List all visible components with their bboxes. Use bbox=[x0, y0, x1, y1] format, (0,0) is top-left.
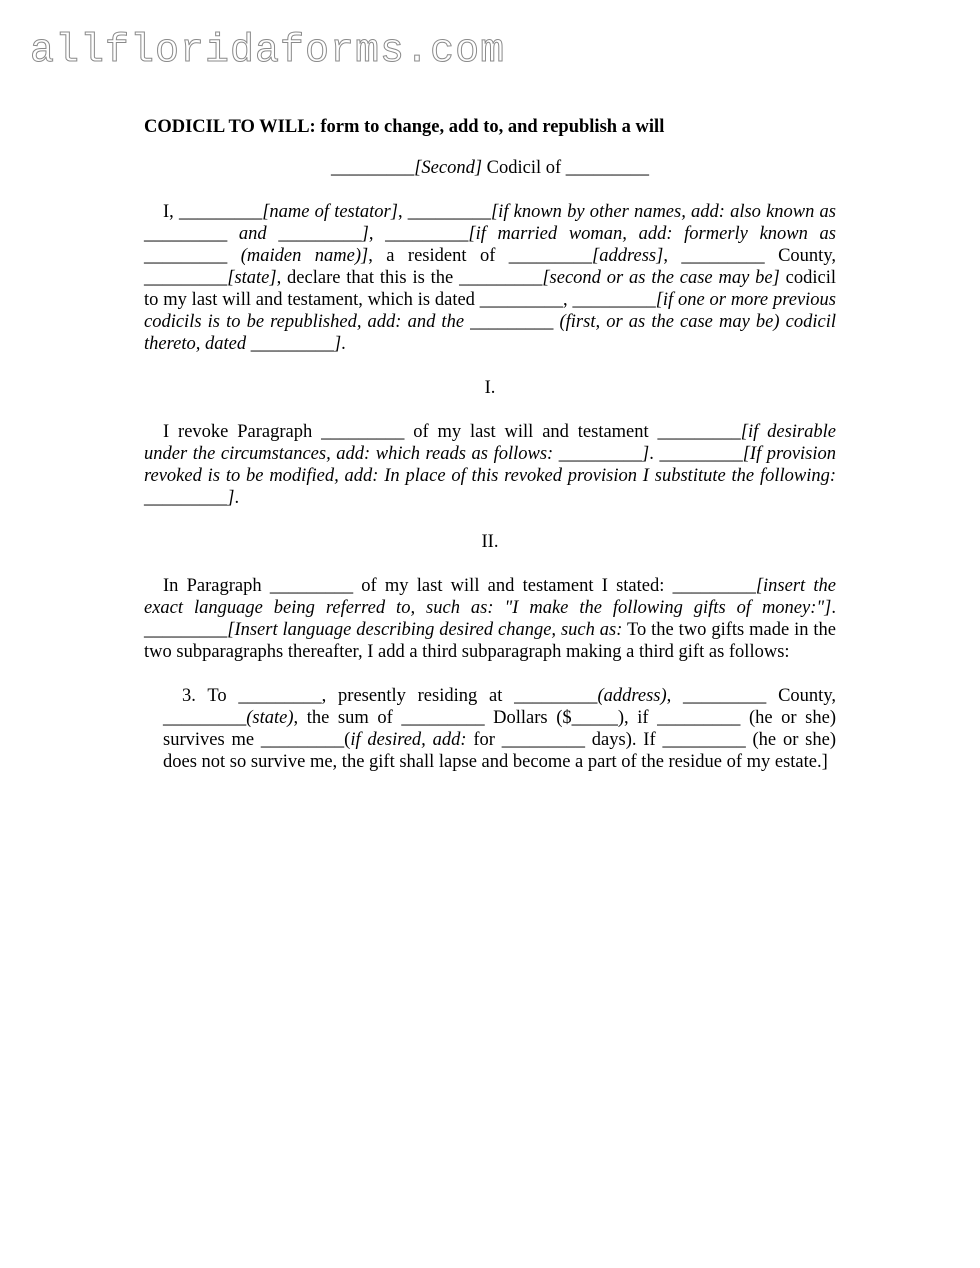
amendment-text: In Paragraph _________ of my last will and testament I stated: _________ bbox=[163, 576, 756, 596]
heading-ordinal-note: [Second] bbox=[414, 158, 483, 178]
declaration-text: , _________ County, _________ bbox=[144, 246, 836, 288]
gift-note: (address) bbox=[597, 686, 667, 706]
revocation-text: . _________ bbox=[649, 444, 743, 464]
amendment-note: [Insert language describing desired change, such as: bbox=[227, 620, 623, 640]
codicil-heading bbox=[144, 157, 836, 179]
gift-note: if desired, add: bbox=[350, 730, 467, 750]
declaration-note: [if married woman, add: formerly known as _________ (maiden name)] bbox=[144, 224, 836, 266]
declaration-note: [state] bbox=[227, 268, 277, 288]
declaration-note: [if one or more previous codicils is to be republished, add: and the _________ (first, or as the case may be) codicil thereto, dated _________] bbox=[144, 290, 836, 354]
document-page bbox=[144, 113, 836, 773]
declaration-note: [if known by other names, add: also known as _________ and _________] bbox=[144, 202, 837, 244]
section-numeral-2: II. bbox=[481, 532, 499, 552]
declaration-note: [name of testator] bbox=[262, 202, 398, 222]
declaration-text: , _________ bbox=[368, 224, 469, 244]
revocation-text: I revoke Paragraph _________ of my last will and testament _________ bbox=[163, 422, 741, 442]
heading-blank-ordinal: _________ bbox=[330, 158, 415, 178]
amendment-text: To the two gifts made in the two subparagraphs thereafter, I add a third subparagraph making a third gift as follows: bbox=[144, 620, 837, 662]
gift-text: , the sum of _________ Dollars ($_____), if _________ (he or she) survives me _________( bbox=[163, 708, 836, 750]
declaration-text: codicil to my last will and testament, which is dated _________, _________ bbox=[144, 268, 836, 310]
declaration-note: [address] bbox=[592, 246, 664, 266]
section-numeral-1: I. bbox=[484, 378, 496, 398]
gift-text: 3. To _________, presently residing at _________ bbox=[182, 686, 598, 706]
declaration-text: , a resident of _________ bbox=[368, 246, 593, 266]
amendment-text: . _________ bbox=[144, 598, 836, 640]
document-title: CODICIL TO WILL: form to change, add to, and republish a will bbox=[144, 117, 665, 137]
declaration-text: , declare that this is the _________ bbox=[276, 268, 543, 288]
heading-text: Codicil of bbox=[482, 158, 566, 178]
revocation-note: [If provision revoked is to be modified, add: In place of this revoked provision I substitute the following: _________] bbox=[144, 444, 837, 508]
declaration-text: I, _________ bbox=[163, 202, 263, 222]
gift-text: for _________ days). If _________ (he or she) does not so survive me, the gift shall lapse and become a part of the residue of my estate.] bbox=[163, 730, 836, 772]
amendment-paragraph bbox=[144, 575, 836, 663]
revocation-paragraph bbox=[144, 421, 836, 509]
revocation-note: [if desirable under the circumstances, add: which reads as follows: _________] bbox=[144, 422, 836, 464]
gift-note: (state) bbox=[246, 708, 294, 728]
revocation-text: . bbox=[234, 488, 240, 508]
watermark-logo: allfloridaforms.com bbox=[30, 29, 506, 74]
amendment-note: [insert the exact language being referred to, such as: "I make the following gifts of money:"] bbox=[144, 576, 836, 618]
declaration-note: [second or as the case may be] bbox=[542, 268, 780, 288]
heading-blank-name: _________ bbox=[565, 158, 650, 178]
gift-subparagraph bbox=[163, 685, 836, 773]
declaration-paragraph bbox=[144, 201, 836, 355]
declaration-text: , _________ bbox=[397, 202, 491, 222]
gift-text: , _________ County, _________ bbox=[163, 686, 836, 728]
declaration-text: . bbox=[341, 334, 346, 354]
